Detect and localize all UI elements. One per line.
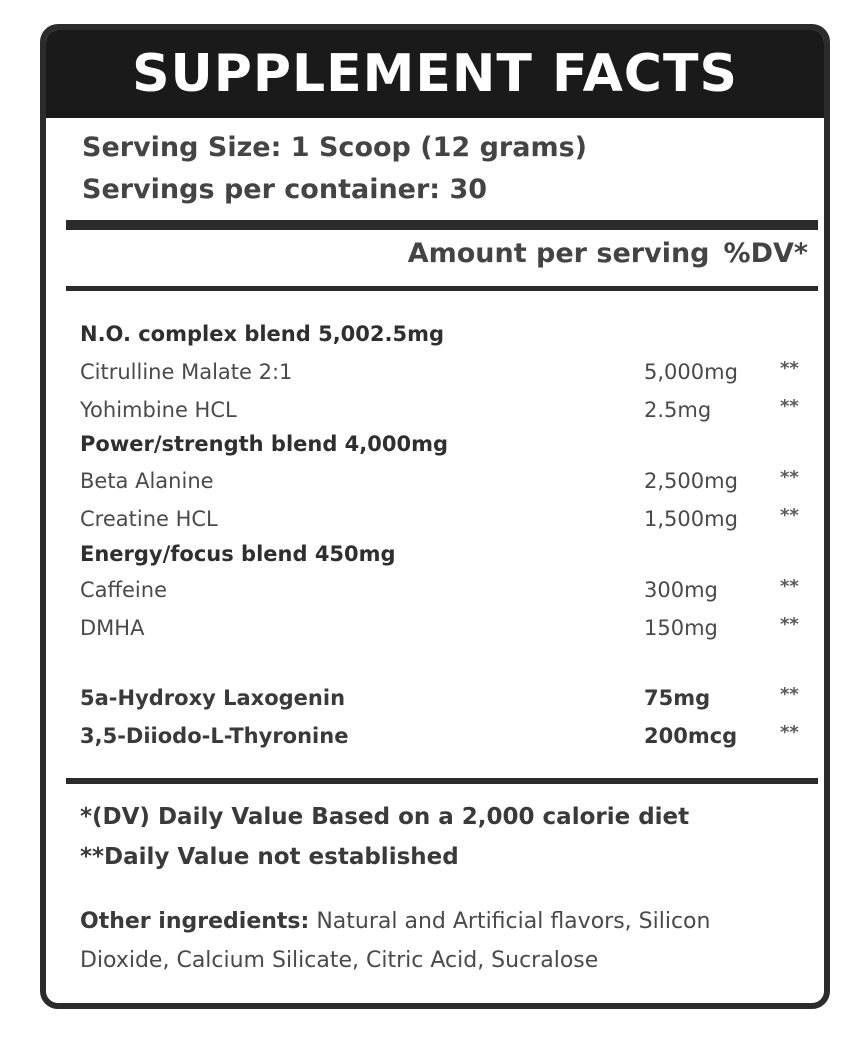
ingredient-amount: 150mg (644, 616, 718, 640)
panel-title: SUPPLEMENT FACTS (132, 44, 738, 104)
ingredient-dv: ** (780, 684, 799, 705)
divider-bottom (66, 778, 818, 784)
table-row (46, 322, 824, 358)
table-row (46, 432, 824, 468)
ingredient-name: 5a-Hydroxy Laxogenin (80, 686, 346, 710)
table-row (46, 616, 824, 652)
table-row (46, 360, 824, 396)
dv-footnote: *(DV) Daily Value Based on a 2,000 calorie diet (80, 804, 690, 830)
table-row (46, 724, 824, 760)
ingredient-dv: ** (780, 467, 799, 488)
ingredient-name: Creatine HCL (80, 507, 218, 531)
ingredient-amount: 1,500mg (644, 507, 738, 531)
ingredient-dv: ** (780, 358, 799, 379)
ingredient-amount: 2,500mg (644, 469, 738, 493)
table-row (46, 686, 824, 722)
ingredient-dv: ** (780, 614, 799, 635)
not-established-footnote: **Daily Value not established (80, 844, 459, 870)
ingredient-amount: 300mg (644, 578, 718, 602)
ingredient-amount: 2.5mg (644, 398, 712, 422)
table-row (46, 578, 824, 614)
other-ingredients (80, 902, 800, 980)
other-ingredients-label: Other ingredients: (80, 909, 310, 934)
table-row (46, 398, 824, 434)
amount-per-serving-label: Amount per serving (407, 238, 710, 269)
table-row (46, 469, 824, 505)
blend-name: N.O. complex blend 5,002.5mg (80, 322, 445, 346)
ingredient-name: Beta Alanine (80, 469, 214, 493)
table-row (46, 507, 824, 543)
ingredient-amount: 5,000mg (644, 360, 738, 384)
ingredient-name: Caffeine (80, 578, 167, 602)
supplement-facts-panel (40, 24, 830, 1009)
ingredient-dv: ** (780, 722, 799, 743)
ingredient-dv: ** (780, 576, 799, 597)
servings-per-container: Servings per container: 30 (82, 174, 488, 205)
ingredient-dv: ** (780, 505, 799, 526)
ingredient-name: Yohimbine HCL (80, 398, 237, 422)
thick-divider-top (66, 220, 818, 230)
title-bar (46, 30, 824, 118)
dv-label: %DV* (723, 238, 808, 269)
table-row (46, 542, 824, 578)
ingredient-amount: 200mcg (644, 724, 738, 748)
ingredient-amount: 75mg (644, 686, 711, 710)
ingredient-name: 3,5-Diiodo-L-Thyronine (80, 724, 349, 748)
ingredient-name: DMHA (80, 616, 145, 640)
serving-size: Serving Size: 1 Scoop (12 grams) (82, 132, 587, 163)
blend-name: Energy/focus blend 450mg (80, 542, 396, 566)
ingredient-dv: ** (780, 396, 799, 417)
amount-header (408, 238, 808, 269)
other-ingredients-text: Natural and Artificial flavors, Silicon Dioxide, Calcium Silicate, Citric Acid, Sucralose (80, 909, 711, 973)
blend-name: Power/strength blend 4,000mg (80, 432, 449, 456)
divider-amount (66, 286, 818, 291)
ingredient-name: Citrulline Malate 2:1 (80, 360, 293, 384)
